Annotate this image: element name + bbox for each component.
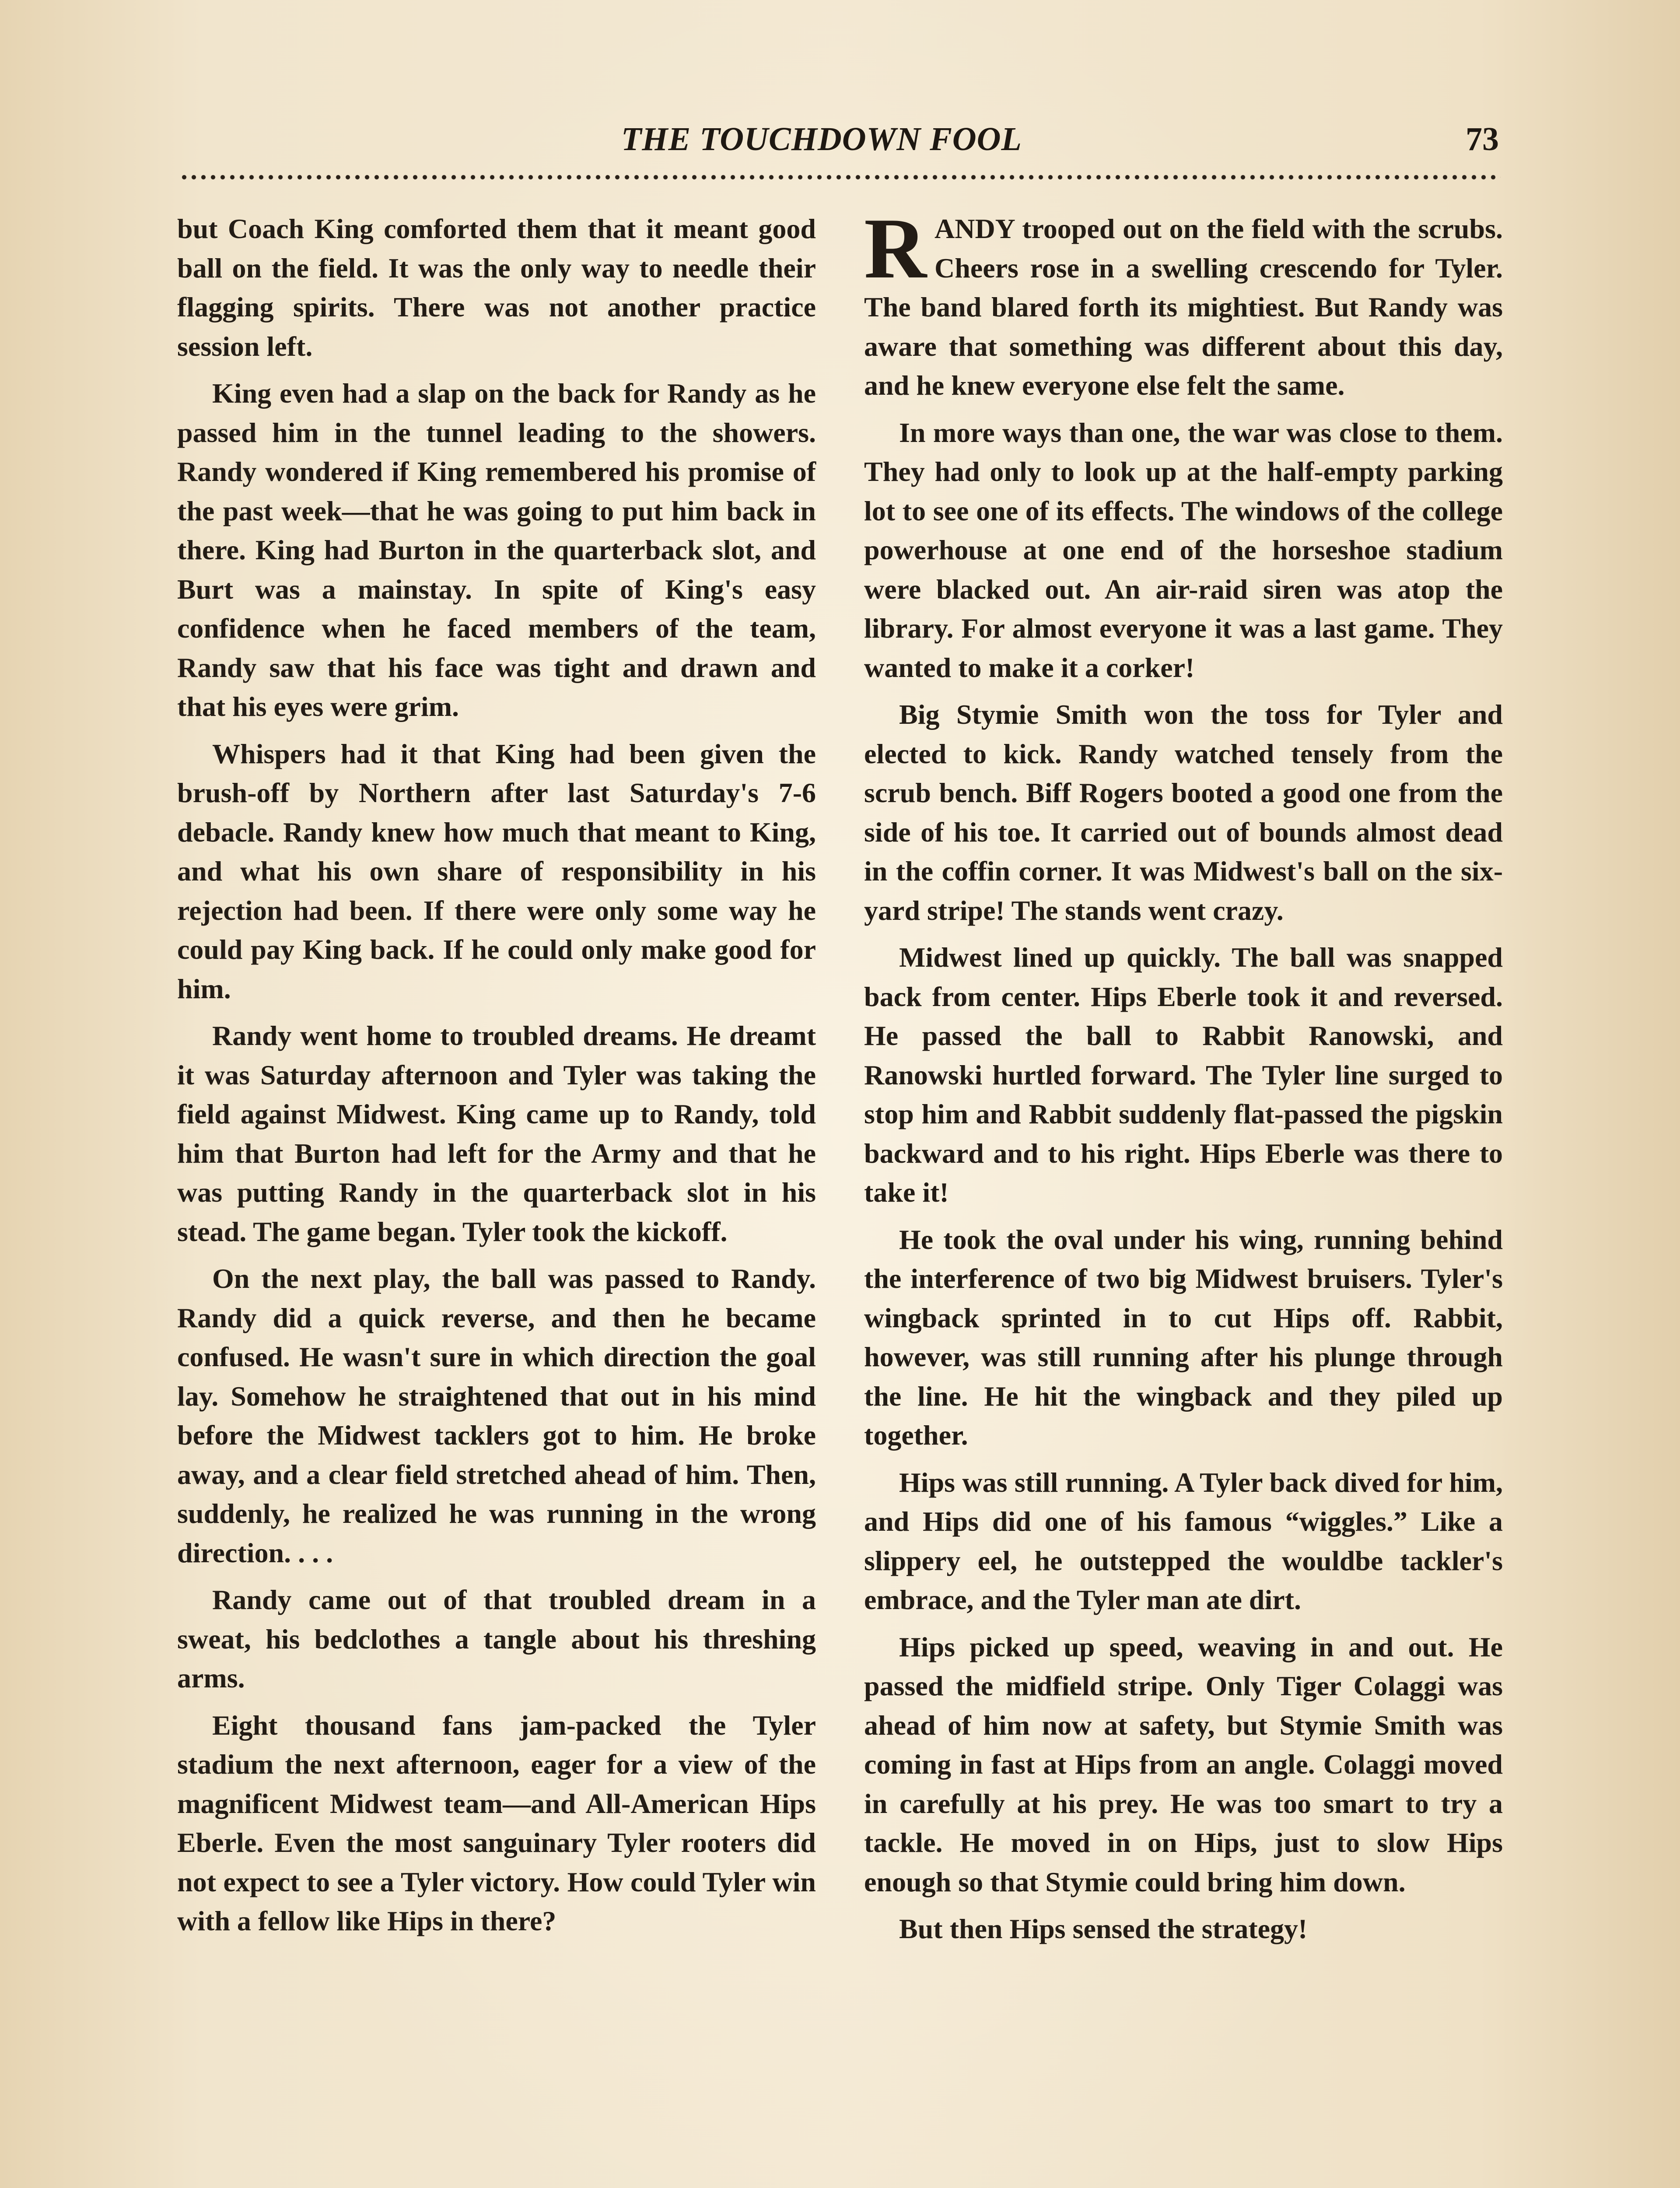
paragraph: Hips picked up speed, weaving in and out. He passed the midfield stripe. Only Tiger Colaggi was ahead of him now at safety, but Stymie Smith was coming in fast at Hips from an angle. Colaggi moved in carefully at his prey. He was too smart to try a tackle. He moved in on Hips, just to slow Hips enough so that Stymie could bring him down. bbox=[864, 1631, 1503, 1897]
paragraph: But then Hips sensed the strategy! bbox=[899, 1913, 1308, 1944]
opening-paragraph bbox=[864, 200, 1503, 405]
paragraph: On the next play, the ball was passed to Randy. Randy did a quick reverse, and then he became confused. He wasn't sure in which direction the goal lay. Somehow he straightened that out in his mind before the Midwest tacklers got to him. He broke away, and a clear field stretched ahead of him. Then, suddenly, he realized he was running in the wrong direction. . . . bbox=[177, 1263, 816, 1568]
page-number: 73 bbox=[1466, 121, 1499, 158]
running-head bbox=[0, 120, 1680, 173]
paragraph: Randy went home to troubled dreams. He dreamt it was Saturday afternoon and Tyler was taking the field against Midwest. King came up to Randy, told him that Burton had left for the Army and that he was putting Randy in the quarterback slot in his stead. The game began. Tyler took the kickoff. bbox=[177, 1020, 816, 1247]
opening-paragraph-text: ANDY trooped out on the field with the scrubs. Cheers rose in a swelling crescendo for Tyler. The band blared forth its mightiest. But Randy was aware that something was different about this day, and he knew everyone else felt the same. bbox=[864, 213, 1503, 401]
paragraph: Hips was still running. A Tyler back dived for him, and Hips did one of his famous “wiggles.” Like a slippery eel, he outstepped the wouldbe tackler's embrace, and the Tyler man ate dirt. bbox=[864, 1466, 1503, 1615]
paragraph: Eight thousand fans jam-packed the Tyler stadium the next afternoon, eager for a view of the magnificent Midwest team—and All-American Hips Eberle. Even the most sanguinary Tyler rooters did not expect to see a Tyler victory. How could Tyler win with a fellow like Hips in there? bbox=[177, 1709, 816, 1936]
paragraph: but Coach King comforted them that it meant good ball on the field. It was the only way to needle their flagging spirits. There was not another practice session left. bbox=[177, 213, 816, 362]
paragraph: He took the oval under his wing, running behind the interference of two big Midwest bruisers. Tyler's wingback sprinted in to cut Hips off. Rabbit, however, was still running after his plunge through the line. He hit the wingback and they piled up together. bbox=[864, 1224, 1503, 1451]
story-title: THE TOUCHDOWN FOOL bbox=[621, 121, 1022, 158]
paragraph: Randy came out of that troubled dream in a sweat, his bedclothes a tangle about his threshing arms. bbox=[177, 1584, 816, 1694]
paragraph: Whispers had it that King had been given the brush-off by Northern after last Saturday's 7-6 debacle. Randy knew how much that meant to King, and what his own share of responsibility in his rejection had been. If there were only some way he could pay King back. If he could only make good for him. bbox=[177, 738, 816, 1004]
left-column bbox=[177, 209, 816, 1949]
paragraph: Midwest lined up quickly. The ball was snapped back from center. Hips Eberle took it and reversed. He passed the ball to Rabbit Ranowski, and Ranowski hurtled forward. The Tyler line surged to stop him and Rabbit suddenly flat-passed the pigskin backward and to his right. Hips Eberle was there to take it! bbox=[864, 942, 1503, 1208]
drop-cap: R bbox=[864, 200, 927, 296]
paragraph: Big Stymie Smith won the toss for Tyler and elected to kick. Randy watched tensely from the scrub bench. Biff Rogers booted a good one from the side of his toe. It carried out of bounds almost dead in the coffin corner. It was Midwest's ball on the six-yard stripe! The stands went crazy. bbox=[864, 699, 1503, 926]
paragraph: In more ways than one, the war was close to them. They had only to look up at the half-empty parking lot to see one of its effects. The windows of the college powerhouse at one end of the horseshoe stadium were blacked out. An air-raid siren was atop the library. For almost everyone it was a last game. They wanted to make it a corker! bbox=[864, 417, 1503, 683]
dotted-rule bbox=[179, 171, 1501, 184]
paragraph: King even had a slap on the back for Randy as he passed him in the tunnel leading to the showers. Randy wondered if King remembered his promise of the past week—that he was going to put him back in there. King had Burton in the quarterback slot, and Burt was a mainstay. In spite of King's easy confidence when he faced members of the team, Randy saw that his face was tight and drawn and that his eyes were grim. bbox=[177, 378, 816, 722]
right-column bbox=[864, 200, 1503, 1957]
